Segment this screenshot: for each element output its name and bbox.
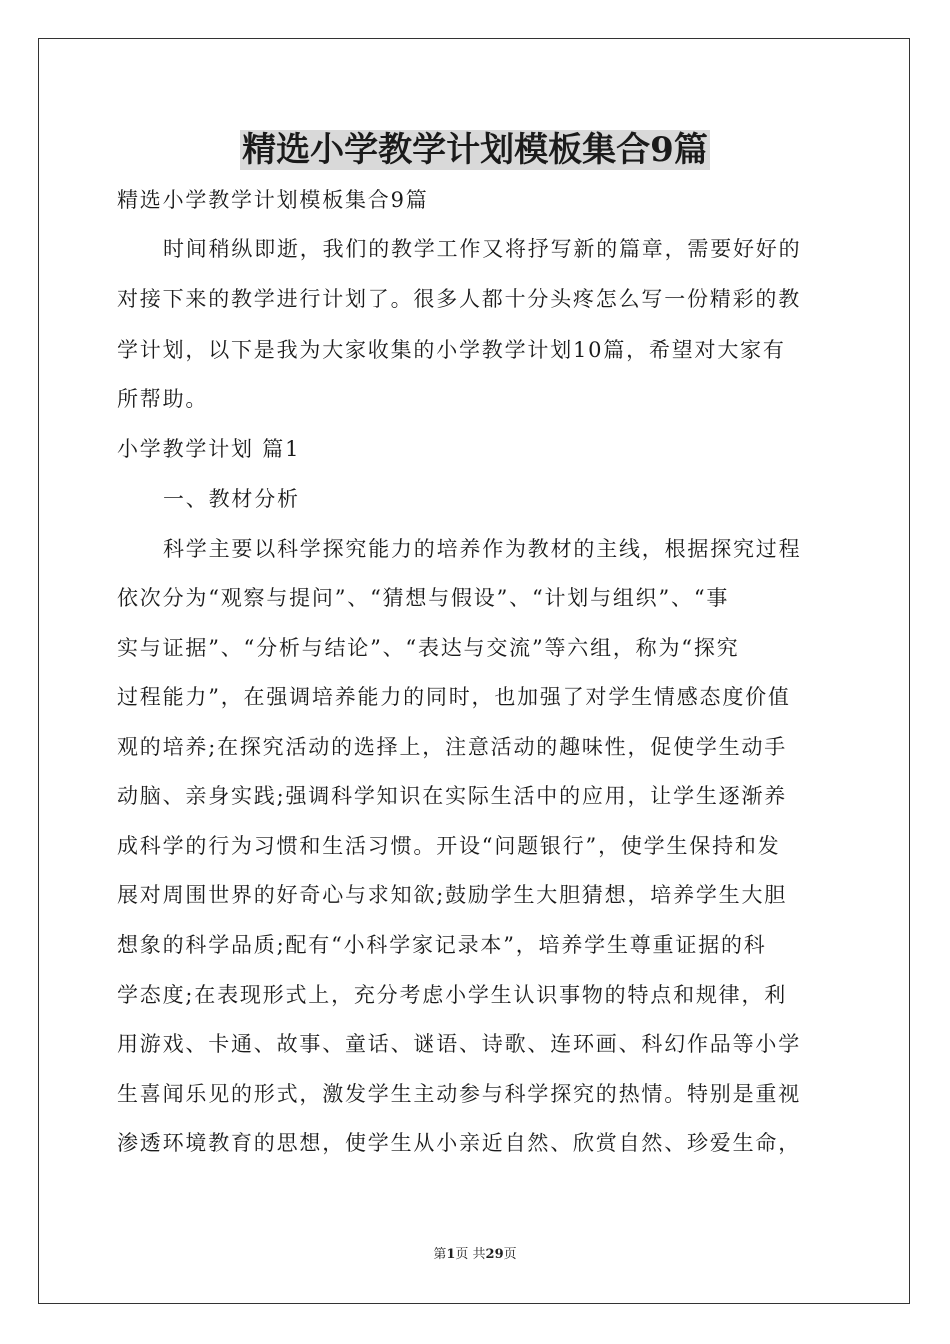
footer-current-page: 1	[446, 1247, 456, 1262]
body-line-12: 生喜闻乐见的形式，激发学生主动参与科学探究的热情。特别是重视	[117, 1082, 801, 1106]
body-line-10: 学态度;在表现形式上，充分考虑小学生认识事物的特点和规律，利	[117, 983, 788, 1007]
body-line-11: 用游戏、卡通、故事、童话、谜语、诗歌、连环画、科幻作品等小学	[117, 1032, 801, 1056]
intro-line-4: 所帮助。	[117, 387, 209, 411]
intro-line-2: 对接下来的教学进行计划了。很多人都十分头疼怎么写一份精彩的教	[117, 287, 801, 311]
intro-line-1: 时间稍纵即逝，我们的教学工作又将抒写新的篇章，需要好好的	[163, 237, 802, 261]
document-title-text: 精选小学教学计划模板集合9篇	[242, 130, 708, 170]
body-line-9: 想象的科学品质;配有“小科学家记录本”，培养学生尊重证据的科	[117, 933, 767, 957]
section-heading: 小学教学计划 篇1	[117, 437, 301, 461]
footer-total-pages: 29	[485, 1247, 504, 1262]
page-border	[38, 38, 910, 1304]
body-line-4: 过程能力”，在强调培养能力的同时，也加强了对学生情感态度价值	[117, 685, 791, 709]
subsection-heading: 一、教材分析	[163, 487, 300, 511]
page-footer	[0, 1246, 950, 1264]
body-line-2: 依次分为“观察与提问”、“猜想与假设”、“计划与组织”、“事	[117, 586, 730, 610]
body-line-1: 科学主要以科学探究能力的培养作为教材的主线，根据探究过程	[163, 537, 802, 561]
footer-prefix: 第	[433, 1247, 447, 1262]
body-line-13: 渗透环境教育的思想，使学生从小亲近自然、欣赏自然、珍爱生命，	[117, 1131, 801, 1155]
body-line-6: 动脑、亲身实践;强调科学知识在实际生活中的应用，让学生逐渐养	[117, 784, 788, 808]
document-subtitle: 精选小学教学计划模板集合9篇	[117, 188, 429, 212]
body-line-5: 观的培养;在探究活动的选择上，注意活动的趣味性，促使学生动手	[117, 735, 788, 759]
intro-line-3: 学计划，以下是我为大家收集的小学教学计划10篇，希望对大家有	[117, 338, 786, 362]
body-line-3: 实与证据”、“分析与结论”、“表达与交流”等六组，称为“探究	[117, 636, 740, 660]
footer-suffix: 页	[503, 1247, 517, 1262]
body-line-7: 成科学的行为习惯和生活习惯。开设“问题银行”，使学生保持和发	[117, 834, 781, 858]
document-title	[117, 126, 833, 174]
body-line-8: 展对周围世界的好奇心与求知欲;鼓励学生大胆猜想，培养学生大胆	[117, 883, 788, 907]
footer-mid: 页 共	[455, 1247, 486, 1262]
